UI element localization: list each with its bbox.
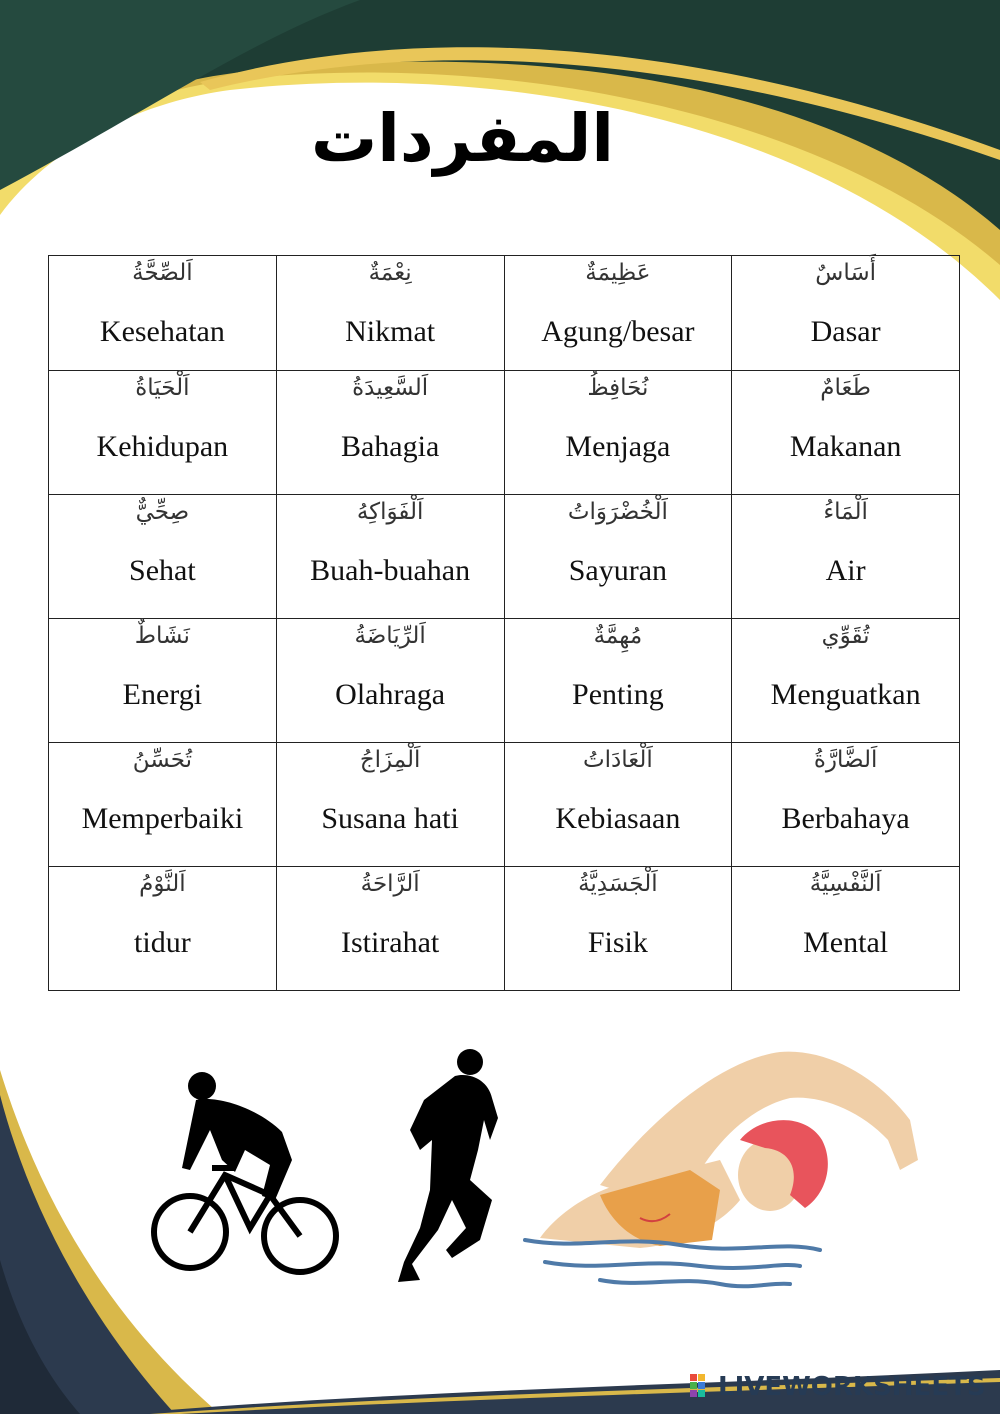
swimmer [525,1052,918,1287]
vocab-cell [276,619,504,743]
arabic-word: اَلضَّارَّةُ [813,747,878,773]
vocab-cell [49,619,277,743]
indonesian-meaning: Menjaga [565,430,671,463]
arabic-word: اَلْمِزَاجُ [359,747,421,773]
arabic-word: اَلنَّوْمُ [139,871,186,897]
sports-illustrations [0,1035,1000,1335]
arabic-word: نَشَاطٌ [134,623,190,649]
indonesian-meaning: Susana hati [321,802,459,835]
arabic-word: اَلرِّيَاضَةُ [354,623,426,649]
vocab-cell [49,256,277,371]
arabic-word: تُحَسِّنُ [132,747,193,773]
indonesian-meaning: Kesehatan [99,315,225,348]
vocab-cell [504,867,732,991]
indonesian-meaning: Mental [803,926,889,959]
indonesian-meaning: Agung/besar [541,315,695,348]
vocab-row [49,495,960,619]
indonesian-meaning: Penting [572,678,664,711]
indonesian-meaning: Kehidupan [96,430,229,463]
indonesian-meaning: Olahraga [335,678,446,711]
arabic-word: اَلْحَيَاةُ [135,375,190,401]
arabic-word: صِحِّيٌّ [135,499,190,525]
vocab-cell [49,495,277,619]
vocab-cell [732,867,960,991]
indonesian-meaning: tidur [134,926,191,959]
indonesian-meaning: Energi [122,678,203,711]
vocab-cell [276,256,504,371]
vocab-cell [732,495,960,619]
arabic-word: اَلْجَسَدِيَّةُ [578,871,658,897]
vocab-cell [49,743,277,867]
vocab-cell [276,371,504,495]
vocab-cell [504,495,732,619]
indonesian-meaning: Bahagia [340,430,440,463]
indonesian-meaning: Sehat [129,554,196,587]
arabic-word: اَلْخُضْرَوَاتُ [567,499,668,525]
indonesian-meaning: Istirahat [340,926,440,959]
brand-logo[interactable] [690,1372,1000,1404]
indonesian-meaning: Kebiasaan [555,802,681,835]
arabic-word: اَلْمَاءُ [823,499,868,525]
vocab-cell [504,743,732,867]
vocab-row [49,619,960,743]
indonesian-meaning: Makanan [789,430,902,463]
vocab-cell [504,619,732,743]
vocab-cell [504,371,732,495]
arabic-word: مُهِمَّةٌ [593,623,643,649]
liveworksheets-logo-icon [690,1374,714,1398]
vocab-cell [732,256,960,371]
arabic-word: اَلسَّعِيدَةُ [352,375,429,401]
vocab-cell [732,371,960,495]
cyclist-silhouette [154,1072,336,1272]
indonesian-meaning: Menguatkan [770,678,921,711]
vocab-cell [732,743,960,867]
arabic-word: اَلنَّفْسِيَّةُ [809,871,882,897]
vocab-cell [732,619,960,743]
indonesian-meaning: Fisik [587,926,648,959]
vocab-row [49,371,960,495]
vocab-row [49,256,960,371]
indonesian-meaning: Berbahaya [781,802,910,835]
runner-silhouette [398,1049,498,1282]
vocab-cell [276,867,504,991]
arabic-word: طَعَامٌ [820,375,871,401]
page-title: المفردات [310,100,615,177]
indonesian-meaning: Buah-buahan [310,554,471,587]
arabic-word: عَظِيمَةٌ [585,260,651,286]
arabic-word: اَلْفَوَاكِهُ [356,499,424,525]
vocab-cell [504,256,732,371]
arabic-word: اَلْعَادَاتُ [582,747,653,773]
vocab-cell [49,371,277,495]
vocab-cell [276,495,504,619]
indonesian-meaning: Memperbaiki [81,802,244,835]
vocabulary-table [48,255,960,991]
arabic-word: تُقَوِّي [821,623,870,649]
arabic-word: نِعْمَةٌ [368,260,412,286]
vocab-cell [276,743,504,867]
arabic-word: نُحَافِظُ [587,375,649,401]
vocab-cell [49,867,277,991]
arabic-word: اَلرَّاحَةُ [360,871,420,897]
indonesian-meaning: Nikmat [345,315,436,348]
indonesian-meaning: Sayuran [568,554,668,587]
arabic-word: اَلصِّحَّةُ [132,260,193,286]
indonesian-meaning: Air [825,554,866,587]
indonesian-meaning: Dasar [810,315,881,348]
vocab-row [49,743,960,867]
vocab-row [49,867,960,991]
brand-text: LIVEWORKSHEETS [718,1372,986,1402]
arabic-word: أَسَاسٌ [815,260,876,286]
